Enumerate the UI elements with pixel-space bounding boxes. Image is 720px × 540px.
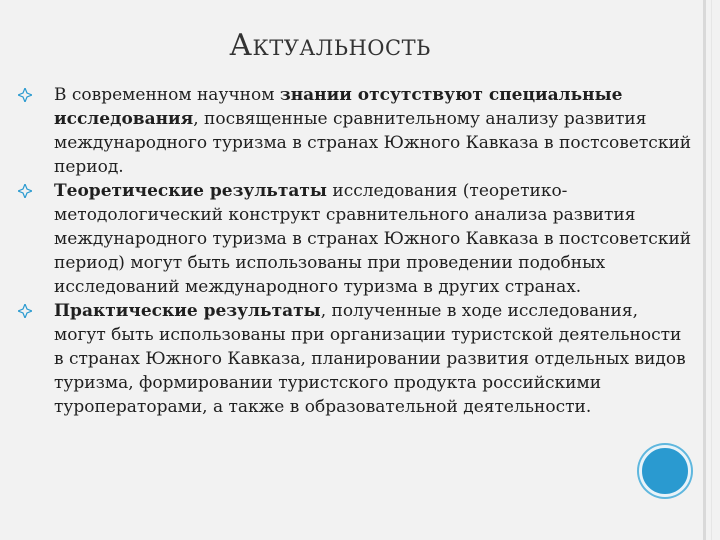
bullet-2-text-1: Теоретические результаты [54,181,327,201]
bullet-3-text-2: , полученные в ходе исследования, могут быть использованы при организации туристской деятельности в странах Южного Кавказа, планировании развития отдельных видов туризма, формировании туристского продукта российскими туроператорами, а также в образовательной деятельности. [54,301,686,417]
bullet-3-text-1: Практические результаты [54,301,321,321]
bullet-2-text-2: исследования (теоретико-методологический конструкт сравнительного анализа развития международного туризма в странах Южного Кавказа в постсоветский период) могут быть использованы при проведении подобных исследований международного туризма в других странах. [54,181,692,297]
bullet-item-2 [18,179,693,299]
slide-border-inner [711,0,712,540]
bullet-1-text-1: В современном научном [54,85,280,105]
compass-star-icon [18,304,32,318]
bullet-1-text-3: , посвященные сравнительному анализу развития международного туризма в странах Южного Кавказа в постсоветский период. [54,109,692,177]
compass-star-icon [18,184,32,198]
bullet-1-text-2: знании отсутствуют специальные исследования [54,85,623,129]
decorative-circle [639,445,691,497]
bullet-list [18,83,693,419]
bullet-item-1 [18,83,693,179]
slide-border [703,0,706,540]
bullet-item-3 [18,299,693,419]
compass-star-icon [18,88,32,102]
slide-title: Актуальность [229,28,431,63]
